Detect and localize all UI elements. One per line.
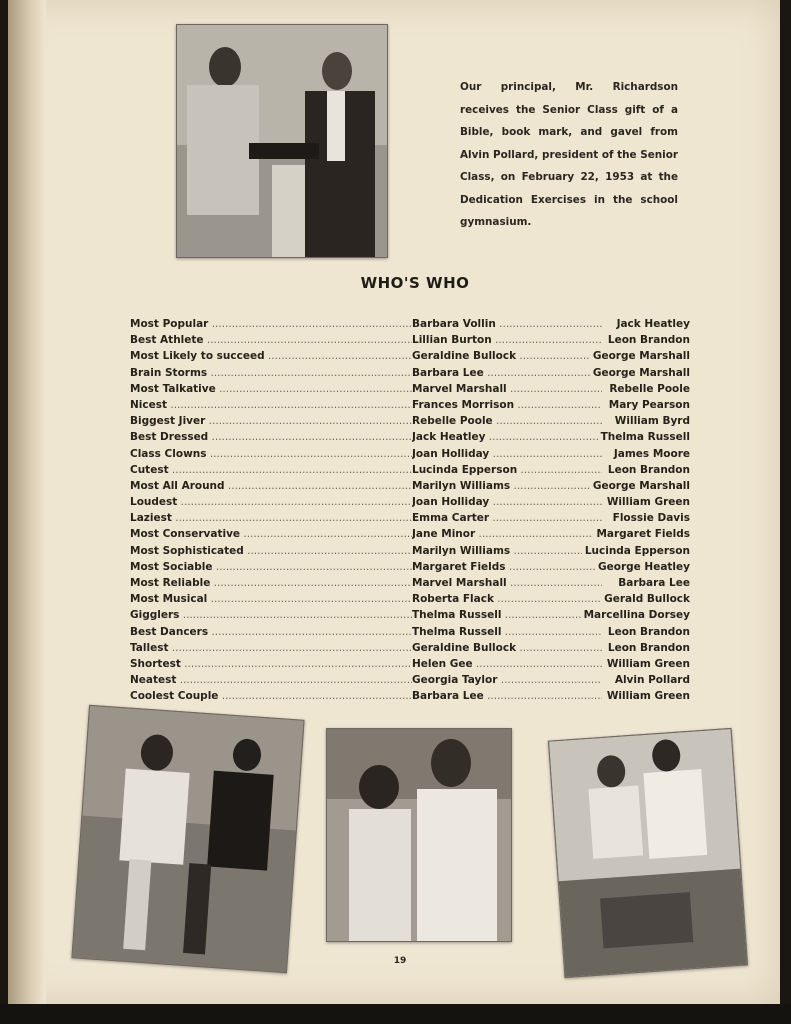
whos-who-row: [130, 545, 690, 561]
male-winner: Lucinda Epperson: [582, 545, 690, 557]
female-winner: Jane Minor .....: [412, 528, 602, 540]
female-winner: Geraldine Bullock .....: [412, 642, 602, 654]
award-category: Laziest .....: [130, 512, 412, 524]
award-category: Most Popular .....: [130, 318, 412, 330]
award-category: Best Dancers .....: [130, 626, 412, 638]
award-category: Most Sociable .....: [130, 561, 412, 573]
whos-who-row: [130, 318, 690, 334]
award-category: Most All Around .....: [130, 480, 412, 492]
award-category: Nicest .....: [130, 399, 412, 411]
female-winner: Lucinda Epperson .....: [412, 464, 602, 476]
award-category: Most Reliable .....: [130, 577, 412, 589]
female-winner: Margaret Fields .....: [412, 561, 602, 573]
section-heading: WHO'S WHO: [360, 274, 470, 292]
female-winner: Emma Carter .....: [412, 512, 602, 524]
whos-who-row: [130, 415, 690, 431]
male-winner: Jack Heatley: [614, 318, 690, 330]
whos-who-row: [130, 512, 690, 528]
scan-bottom-edge: [0, 1004, 791, 1024]
male-winner: Thelma Russell: [598, 431, 690, 443]
male-winner: Margaret Fields: [593, 528, 690, 540]
female-winner: Marvel Marshall .....: [412, 383, 602, 395]
award-category: Gigglers .....: [130, 609, 412, 621]
whos-who-row: [130, 496, 690, 512]
whos-who-row: [130, 464, 690, 480]
male-winner: William Byrd: [612, 415, 690, 427]
award-category: Biggest Jiver .....: [130, 415, 412, 427]
male-winner: James Moore: [611, 448, 690, 460]
male-winner: William Green: [604, 658, 690, 670]
male-winner: George Marshall: [590, 367, 690, 379]
whos-who-row: [130, 593, 690, 609]
female-winner: Barbara Lee .....: [412, 690, 602, 702]
award-category: Most Likely to succeed .....: [130, 350, 412, 362]
whos-who-list: [130, 318, 690, 707]
male-winner: Barbara Lee: [615, 577, 690, 589]
whos-who-row: [130, 690, 690, 706]
female-winner: Lillian Burton .....: [412, 334, 602, 346]
whos-who-row: [130, 448, 690, 464]
female-winner: Roberta Flack .....: [412, 593, 602, 605]
pair-snapshot-photo: [548, 728, 748, 978]
whos-who-row: [130, 350, 690, 366]
whos-who-row: [130, 577, 690, 593]
award-category: Coolest Couple .....: [130, 690, 412, 702]
award-category: Most Sophisticated .....: [130, 545, 412, 557]
whos-who-row: [130, 561, 690, 577]
page-number: 19: [393, 956, 407, 966]
book-spine-shadow: [8, 0, 46, 1004]
male-winner: Leon Brandon: [605, 626, 690, 638]
award-category: Brain Storms .....: [130, 367, 412, 379]
male-winner: Leon Brandon: [605, 642, 690, 654]
female-winner: Thelma Russell .....: [412, 626, 602, 638]
whos-who-row: [130, 528, 690, 544]
male-winner: Rebelle Poole: [606, 383, 690, 395]
female-winner: Marilyn Williams .....: [412, 545, 602, 557]
female-winner: Jack Heatley .....: [412, 431, 602, 443]
male-winner: Gerald Bullock: [601, 593, 690, 605]
award-category: Best Dressed .....: [130, 431, 412, 443]
whos-who-row: [130, 367, 690, 383]
students-group-photo: [71, 705, 304, 973]
whos-who-row: [130, 609, 690, 625]
male-winner: Flossie Davis: [610, 512, 690, 524]
male-winner: William Green: [604, 690, 690, 702]
female-winner: Barbara Vollin .....: [412, 318, 602, 330]
male-winner: Marcellina Dorsey: [581, 609, 690, 621]
female-winner: Helen Gee .....: [412, 658, 602, 670]
award-category: Shortest .....: [130, 658, 412, 670]
female-winner: Joan Holliday .....: [412, 448, 602, 460]
photo-caption: Our principal, Mr. Richardson receives the Senior Class gift of a Bible, book mark, and gavel from Alvin Pollard, president of the Senior Class, on February 22, 1953 at the Dedication Exercises in the school gymnasium.: [460, 81, 678, 229]
whos-who-row: [130, 334, 690, 350]
award-category: Tallest .....: [130, 642, 412, 654]
award-category: Loudest .....: [130, 496, 412, 508]
award-category: Best Athlete .....: [130, 334, 412, 346]
male-winner: George Marshall: [590, 480, 690, 492]
male-winner: Leon Brandon: [605, 334, 690, 346]
whos-who-row: [130, 431, 690, 447]
couple-portrait-photo: [326, 728, 512, 942]
female-winner: Thelma Russell .....: [412, 609, 602, 621]
female-winner: Barbara Lee .....: [412, 367, 602, 379]
male-winner: William Green: [604, 496, 690, 508]
female-winner: Frances Morrison .....: [412, 399, 602, 411]
award-category: Neatest .....: [130, 674, 412, 686]
award-category: Most Musical .....: [130, 593, 412, 605]
female-winner: Joan Holliday .....: [412, 496, 602, 508]
female-winner: Marvel Marshall .....: [412, 577, 602, 589]
male-winner: Leon Brandon: [605, 464, 690, 476]
whos-who-row: [130, 399, 690, 415]
female-winner: Rebelle Poole .....: [412, 415, 602, 427]
male-winner: George Heatley: [595, 561, 690, 573]
award-category: Class Clowns .....: [130, 448, 412, 460]
whos-who-row: [130, 642, 690, 658]
whos-who-row: [130, 626, 690, 642]
female-winner: Georgia Taylor .....: [412, 674, 602, 686]
whos-who-row: [130, 658, 690, 674]
whos-who-row: [130, 674, 690, 690]
gift-presentation-photo: [176, 24, 388, 258]
male-winner: Mary Pearson: [606, 399, 690, 411]
female-winner: Geraldine Bullock .....: [412, 350, 602, 362]
whos-who-row: [130, 480, 690, 496]
male-winner: Alvin Pollard: [612, 674, 690, 686]
award-category: Cutest .....: [130, 464, 412, 476]
award-category: Most Conservative .....: [130, 528, 412, 540]
male-winner: George Marshall: [590, 350, 690, 362]
female-winner: Marilyn Williams .....: [412, 480, 602, 492]
award-category: Most Talkative .....: [130, 383, 412, 395]
whos-who-row: [130, 383, 690, 399]
